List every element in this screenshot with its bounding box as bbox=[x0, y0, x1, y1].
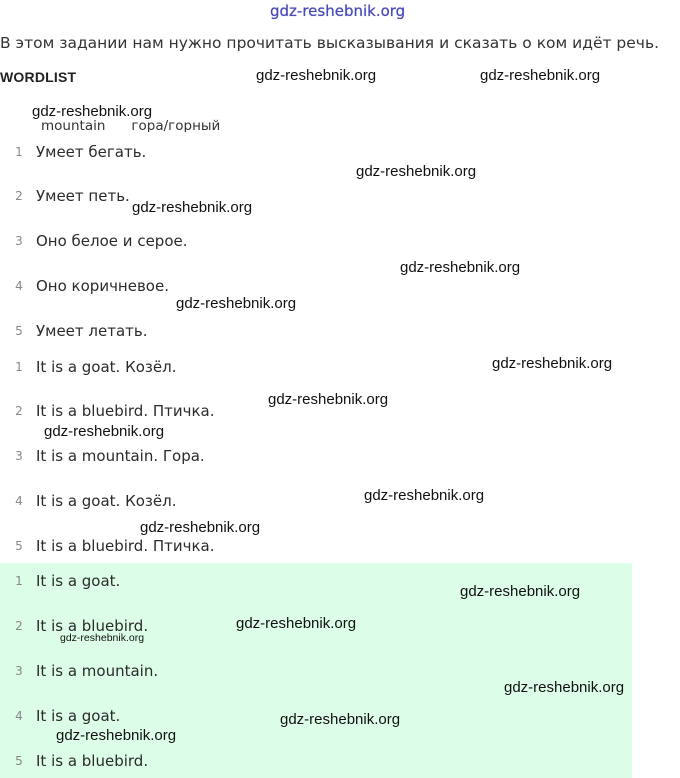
item-number: 2 bbox=[15, 404, 23, 418]
item-text: Умеет летать. bbox=[36, 322, 148, 340]
wordlist-heading: WORDLIST bbox=[0, 69, 77, 85]
item-number: 4 bbox=[15, 494, 23, 508]
watermark: gdz-reshebnik.org bbox=[132, 199, 253, 216]
item-number: 2 bbox=[15, 189, 23, 203]
item-number: 1 bbox=[15, 574, 23, 588]
watermark: gdz-reshebnik.org bbox=[32, 103, 153, 120]
item-number: 4 bbox=[15, 709, 23, 723]
item-text: Умеет петь. bbox=[36, 187, 130, 205]
watermark: gdz-reshebnik.org bbox=[492, 355, 613, 372]
item-text: Оно белое и серое. bbox=[36, 232, 188, 250]
list-item bbox=[0, 229, 630, 253]
item-number: 2 bbox=[15, 619, 23, 633]
list-item bbox=[0, 319, 630, 343]
item-number: 5 bbox=[15, 539, 23, 553]
list-item bbox=[0, 274, 630, 298]
item-text: It is a goat. Козёл. bbox=[36, 492, 177, 510]
watermark: gdz-reshebnik.org bbox=[44, 423, 165, 440]
item-number: 3 bbox=[15, 449, 23, 463]
item-text: It is a goat. Козёл. bbox=[36, 358, 177, 376]
answer-item bbox=[0, 749, 630, 773]
watermark: gdz-reshebnik.org bbox=[280, 711, 401, 728]
item-number: 1 bbox=[15, 360, 23, 374]
list-item bbox=[0, 140, 630, 164]
watermark: gdz-reshebnik.org bbox=[60, 632, 145, 644]
watermark: gdz-reshebnik.org bbox=[268, 391, 389, 408]
wordlist-entry-ru: гора/горный bbox=[131, 118, 221, 132]
item-text: It is a bluebird. bbox=[36, 617, 149, 635]
wordlist-entry-en: mountain bbox=[41, 118, 106, 132]
watermark: gdz-reshebnik.org bbox=[176, 295, 297, 312]
item-text: Умеет бегать. bbox=[36, 143, 147, 161]
watermark: gdz-reshebnik.org bbox=[460, 583, 581, 600]
wordlist-entry bbox=[41, 118, 281, 132]
watermark: gdz-reshebnik.org bbox=[236, 615, 357, 632]
list-item bbox=[0, 489, 630, 513]
item-text: It is a bluebird. bbox=[36, 752, 149, 770]
item-number: 3 bbox=[15, 234, 23, 248]
item-number: 4 bbox=[15, 279, 23, 293]
intro-text: В этом задании нам нужно прочитать высказывания и сказать о ком идёт речь. bbox=[0, 34, 660, 52]
list-item bbox=[0, 444, 630, 468]
watermark: gdz-reshebnik.org bbox=[364, 487, 485, 504]
item-text: Оно коричневое. bbox=[36, 277, 169, 295]
list-item bbox=[0, 534, 630, 558]
watermark: gdz-reshebnik.org bbox=[56, 727, 177, 744]
watermark: gdz-reshebnik.org bbox=[256, 67, 377, 84]
item-number: 1 bbox=[15, 145, 23, 159]
item-text: It is a goat. bbox=[36, 707, 121, 725]
item-number: 5 bbox=[15, 324, 23, 338]
item-text: It is a mountain. Гора. bbox=[36, 447, 205, 465]
watermark: gdz-reshebnik.org bbox=[504, 679, 625, 696]
list-item bbox=[0, 184, 630, 208]
watermark: gdz-reshebnik.org bbox=[400, 259, 521, 276]
watermark: gdz-reshebnik.org bbox=[480, 67, 601, 84]
watermark: gdz-reshebnik.org bbox=[140, 519, 261, 536]
site-link[interactable]: gdz-reshebnik.org bbox=[270, 2, 406, 20]
item-text: It is a bluebird. Птичка. bbox=[36, 402, 215, 420]
item-text: It is a bluebird. Птичка. bbox=[36, 537, 215, 555]
watermark: gdz-reshebnik.org bbox=[356, 163, 477, 180]
item-number: 3 bbox=[15, 664, 23, 678]
item-text: It is a goat. bbox=[36, 572, 121, 590]
item-number: 5 bbox=[15, 754, 23, 768]
item-text: It is a mountain. bbox=[36, 662, 159, 680]
